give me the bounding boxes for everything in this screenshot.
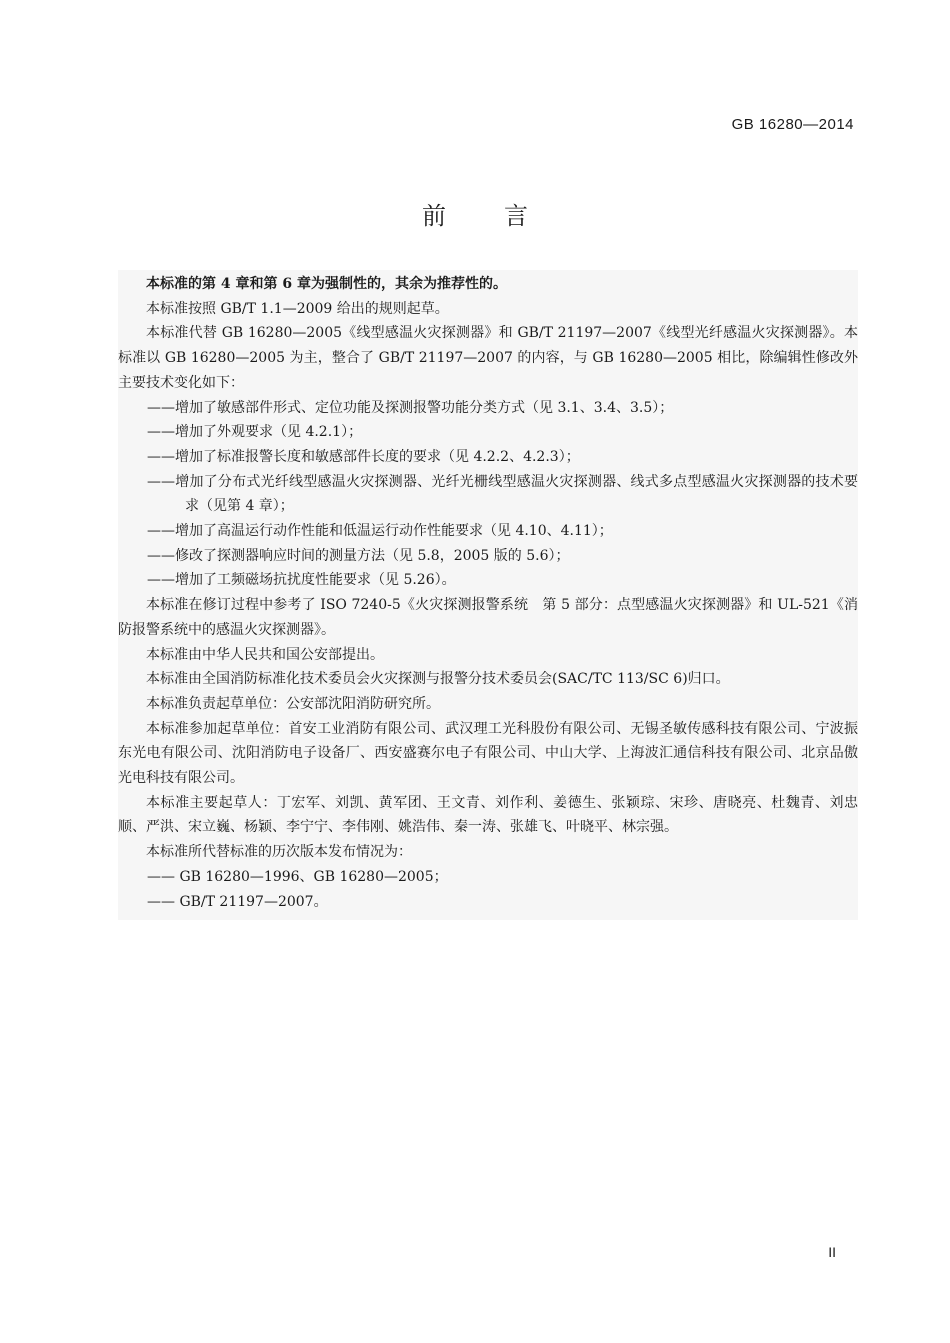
list-item: ——增加了标准报警长度和敏感部件长度的要求（见 4.2.2、4.2.3）； xyxy=(147,448,580,465)
list-item: ——增加了敏感部件形式、定位功能及探测报警功能分类方式（见 3.1、3.4、3.5）； xyxy=(147,399,674,416)
list-item: ——增加了外观要求（见 4.2.1）； xyxy=(147,424,363,441)
paragraph: 本标准主要起草人：丁宏军、刘凯、黄军团、王文青、刘作利、姜德生、张颖琮、宋珍、唐晓亮、杜魏青、刘忠顺、严洪、宋立巍、杨颖、李宁宁、李伟刚、姚浩伟、秦一涛、张雄飞、叶晓平、林宗强。 xyxy=(118,794,858,836)
paragraph: 本标准代替 GB 16280—2005《线型感温火灾探测器》和 GB/T 21197—2007《线型光纤感温火灾探测器》。本标准以 GB 16280—2005 为主，整合了 GB/T 21197—2007 的内容，与 GB 16280—2005 相比，除编辑性修改外主要技术变化如下： xyxy=(118,325,858,391)
paragraph: 本标准负责起草单位：公安部沈阳消防研究所。 xyxy=(146,695,440,712)
paragraph: 本标准由中华人民共和国公安部提出。 xyxy=(146,646,384,663)
paragraph: 本标准由全国消防标准化技术委员会火灾探测与报警分技术委员会(SAC/TC 113/SC 6)归口。 xyxy=(146,671,730,688)
list-item: ——增加了高温运行动作性能和低温运行动作性能要求（见 4.10、4.11）； xyxy=(147,523,613,540)
foreword-body xyxy=(118,270,858,920)
paragraph: 本标准按照 GB/T 1.1—2009 给出的规则起草。 xyxy=(146,300,449,317)
standard-number: GB 16280—2014 xyxy=(731,116,854,133)
list-item: ——修改了探测器响应时间的测量方法（见 5.8，2005 版的 5.6）； xyxy=(147,547,570,564)
paragraph: 本标准在修订过程中参考了 ISO 7240-5《火灾探测报警系统 第 5 部分：点型感温火灾探测器》和 UL-521《消防报警系统中的感温火灾探测器》。 xyxy=(118,597,858,638)
list-item: ——增加了分布式光纤线型感温火灾探测器、光纤光栅线型感温火灾探测器、线式多点型感温火灾探测器的技术要求（见第 4 章）； xyxy=(147,473,858,515)
page-title: 前言 xyxy=(422,202,586,230)
list-item: ——增加了工频磁场抗扰度性能要求（见 5.26）。 xyxy=(147,572,456,589)
list-item: —— GB/T 21197—2007。 xyxy=(147,893,328,910)
page-number: II xyxy=(828,1244,836,1260)
list-item: —— GB 16280—1996、GB 16280—2005； xyxy=(147,868,448,885)
paragraph: 本标准的第 4 章和第 6 章为强制性的，其余为推荐性的。 xyxy=(146,276,507,292)
paragraph: 本标准参加起草单位：首安工业消防有限公司、武汉理工光科股份有限公司、无锡圣敏传感科技有限公司、宁波振东光电有限公司、沈阳消防电子设备厂、西安盛赛尔电子有限公司、中山大学、上海波汇通信科技有限公司、北京品傲光电科技有限公司。 xyxy=(118,720,858,787)
paragraph: 本标准所代替标准的历次版本发布情况为： xyxy=(146,844,412,861)
